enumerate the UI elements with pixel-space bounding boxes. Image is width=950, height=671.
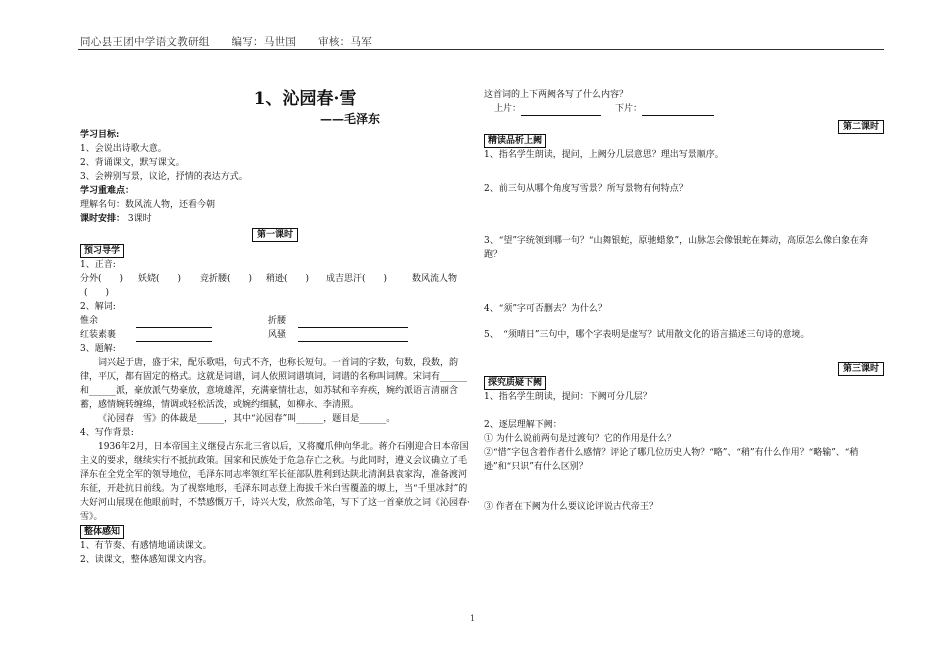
header-writer: 编写：马世国 — [231, 36, 297, 48]
pron-last: ( ) — [84, 288, 110, 298]
explain-blank[interactable] — [136, 317, 212, 328]
pron-row — [80, 272, 470, 286]
question-5: 5、 “须晴日”三句中，哪个字表明是虚写？试用散文化的语言描述三句诗的意境。 — [484, 330, 810, 340]
lesson3-box — [484, 362, 884, 376]
lesson2-box — [484, 120, 884, 134]
header-reviewer: 审核：马军 — [318, 36, 373, 48]
schedule-line — [80, 212, 470, 226]
explain-item: 折腰 — [268, 316, 287, 326]
header-org: 同心县王团中学语文教研组 — [80, 36, 210, 48]
question-top: 这首词的上下两阙各写了什么内容？ — [484, 90, 629, 100]
overall-item: 1、有节奏、有感情地诵读课文。 — [80, 541, 212, 551]
background-heading: 4、写作背景: — [80, 428, 134, 438]
explain-item: 红装素裹 — [80, 330, 117, 340]
pron-item: 妖娆( ) — [138, 274, 182, 284]
schedule-text: 3课时 — [127, 214, 152, 224]
explain-heading: 2、解词: — [80, 302, 116, 312]
goals-heading: 学习目标: — [80, 130, 120, 140]
pron-item: 成吉思汗( ) — [326, 274, 388, 284]
page-header — [80, 34, 372, 49]
keypoint-text: 理解名句：数风流人物，还看今朝 — [80, 200, 216, 210]
pron-heading: 1、正音: — [80, 260, 116, 270]
explain-row — [80, 314, 470, 328]
question-1: 1、指名学生朗读，提问，上阙分几层意思？理出写景顺序。 — [484, 150, 724, 160]
jingdu-tag-line — [484, 134, 884, 148]
pron-item: 竞折腰( ) — [200, 274, 253, 284]
review-2: 2、逐层理解下阙： — [484, 420, 562, 430]
keypoint-heading: 学习重难点： — [80, 186, 135, 196]
pron-item: 稍逊( ) — [266, 274, 310, 284]
left-column — [80, 88, 470, 567]
xia-label: 下片： — [615, 104, 643, 114]
goal-item: 3、会辨别写景，议论，抒情的表达方式。 — [80, 172, 248, 182]
review-2a: ① 为什么说前两句是过渡句？它的作用是什么？ — [484, 434, 676, 444]
lesson3-label: 第三课时 — [838, 362, 884, 376]
review-3: ③ 作者在下阙为什么要议论评说古代帝王？ — [484, 502, 658, 512]
header-rule — [78, 49, 884, 50]
lesson-title: 1、沁园春·雪 — [253, 89, 357, 109]
goal-item: 1、会说出诗歌大意。 — [80, 144, 167, 154]
halves-line — [484, 102, 884, 116]
tanjiu-tag: 探究质疑下阙 — [484, 376, 546, 390]
overall-tag-line — [80, 525, 470, 539]
question-3: 3、“望”字统领到哪一句？“山舞银蛇，原驰蜡象”，山脉怎会像银蛇在舞动，高原怎么像白象在奔跑？ — [484, 236, 869, 260]
right-column — [484, 88, 884, 514]
explain-item: 惟余 — [80, 316, 99, 326]
schedule-heading: 课时安排： — [80, 214, 126, 224]
xia-blank[interactable] — [642, 105, 714, 116]
pron-item: 分外( ) — [80, 274, 124, 284]
preview-tag-line — [80, 244, 470, 258]
shang-label: 上片： — [494, 104, 522, 114]
overall-item: 2、读课文，整体感知课文内容。 — [80, 555, 212, 565]
topic-text: 词兴起于唐，盛于宋，配乐歌唱，句式不齐，也称长短句。一首词的字数，句数，段数，韵律，平仄，都有固定的格式。这就是词谱，词人依照词谱填词，词谱的名称叫词牌。宋词有______和______派，豪放派气势豪放，意境雄浑，充满豪情壮志，如苏轼和辛弃疾，婉约派语言清丽含蓄，感情婉转缠绵，情调或轻松活泼，或婉约细腻，如柳永、李清照。 — [80, 358, 468, 410]
lesson-author: ——毛泽东 — [319, 112, 380, 126]
explain-row — [80, 328, 470, 342]
explain-blank[interactable] — [298, 317, 408, 328]
review-1: 1、指名学生朗读，提问：下阙可分几层？ — [484, 392, 652, 402]
explain-blank[interactable] — [136, 331, 212, 342]
explain-blank[interactable] — [298, 331, 408, 342]
review-2b: ②“惜”字包含着作者什么感情？评论了哪几位历史人物？“略”、“稍”有什么作用？“略输”、“稍逊”和“只识”有什么区别？ — [484, 448, 859, 472]
lesson1-box — [80, 228, 470, 242]
page-number: 1 — [470, 614, 476, 623]
goal-item: 2、背诵课文，默写课文。 — [80, 158, 185, 168]
background-text: 1936年2月，日本帝国主义继侵占东北三省以后，又将魔爪伸向华北。蒋介石刚迎合日本帝国主义的要求，继续实行不抵抗政策。国家和民族处于危急存亡之秋。与此同时，遵义会议确立了毛泽东在全党全军的领导地位，毛泽东同志率领红军长征部队胜利到达陕北清涧县袁家沟，准备渡河东征，开赴抗日前线。为了视察地形，毛泽东同志登上海拔千米白雪覆盖的塬上，当“千里冰封”的大好河山展现在他眼前时，不禁感慨万千，诗兴大发，欣然命笔，写下了这一首豪放之词《沁园春·雪》。 — [80, 442, 470, 522]
topic-fill: 《沁园春 雪》的体裁是______，其中“沁园春”叫______，题目是______。 — [98, 414, 396, 424]
explain-item: 风骚 — [268, 330, 287, 340]
tanjiu-tag-line — [484, 376, 884, 390]
shang-blank[interactable] — [521, 105, 601, 116]
lesson1-label: 第一课时 — [252, 228, 298, 242]
overall-tag: 整体感知 — [80, 525, 124, 539]
lesson2-label: 第二课时 — [838, 120, 884, 134]
topic-heading: 3、题解: — [80, 344, 116, 354]
jingdu-tag: 精读品析上阙 — [484, 134, 546, 148]
question-4: 4、“须”字可否删去？为什么？ — [484, 304, 607, 314]
question-2: 2、前三句从哪个角度写雪景？所写景物有何特点？ — [484, 184, 688, 194]
pron-item: 数风流人物 — [412, 274, 458, 284]
preview-tag: 预习导学 — [80, 244, 124, 258]
